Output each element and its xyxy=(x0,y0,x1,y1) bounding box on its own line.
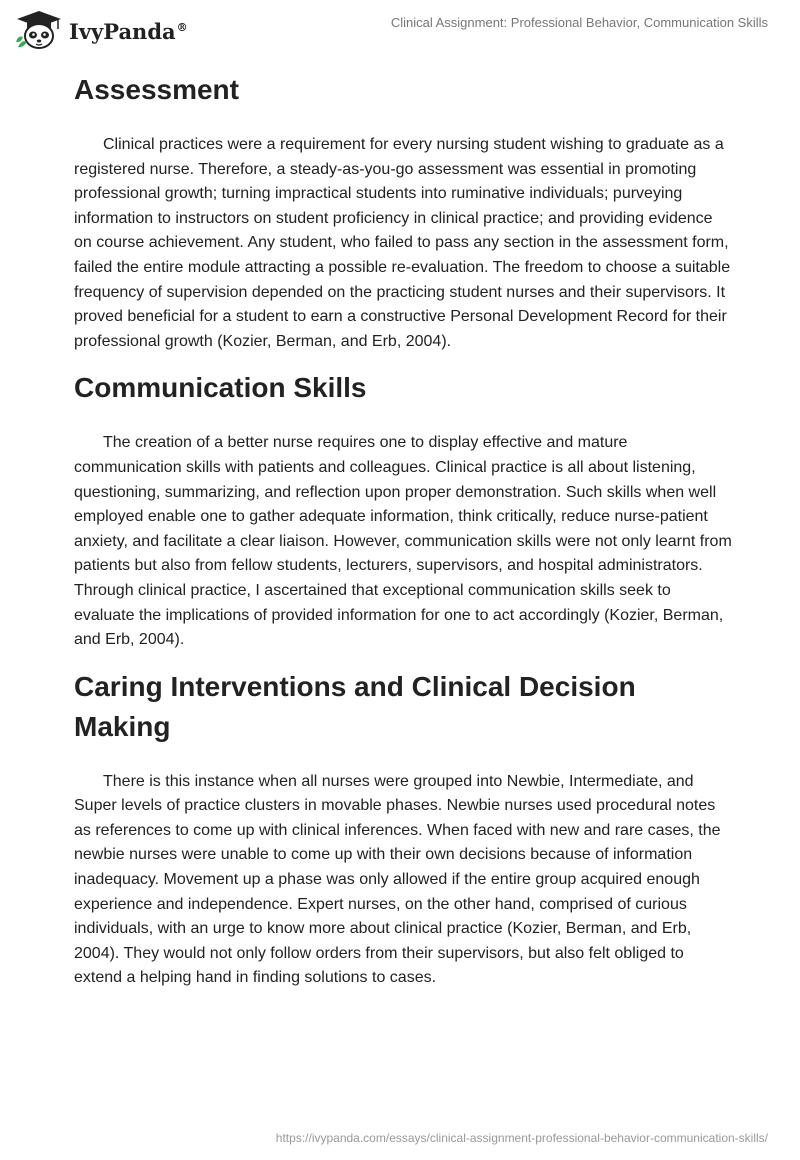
source-url[interactable]: https://ivypanda.com/essays/clinical-assignment-professional-behavior-communication-skills/ xyxy=(275,1131,768,1145)
section-paragraph-assessment: Clinical practices were a requirement for every nursing student wishing to graduate as a registered nurse. Therefore, a steady-as-you-go assessment was essential in promoting professional growth; turning impractical students into ruminative individuals; purveying information to instructors on student proficiency in clinical practice; and providing evidence on course achievement. Any student, who failed to pass any section in the assessment form, failed the entire module attracting a possible re-evaluation. The freedom to choose a suitable frequency of supervision depended on the practicing student nurses and their supervisors. It proved beneficial for a student to earn a constructive Personal Development Record for their professional growth (Kozier, Berman, and Erb, 2004). xyxy=(74,136,731,350)
page-header xyxy=(0,0,800,60)
section-paragraph-communication-skills: The creation of a better nurse requires one to display effective and mature communication skills with patients and colleagues. Clinical practice is all about listening, questioning, summarizing, and reflection upon proper demonstration. Such skills when well employed enable one to gather adequate information, think critically, reduce nurse-patient anxiety, and facilitate a clear liaison. However, communication skills were not only learnt from patients but also from fellow students, lecturers, supervisors, and hospital administrators. Through clinical practice, I ascertained that exceptional communication skills seek to evaluate the implications of provided information for one to act accordingly (Kozier, Berman, and Erb, 2004). xyxy=(74,434,732,649)
essay-content xyxy=(74,70,734,991)
section-heading-caring-interventions: Caring Interventions and Clinical Decision Making xyxy=(74,670,636,742)
brand-logo[interactable] xyxy=(14,9,188,51)
section-heading-assessment: Assessment xyxy=(74,74,239,105)
section-paragraph-caring-interventions: There is this instance when all nurses were grouped into Newbie, Intermediate, and Super levels of practice clusters in movable phases. Newbie nurses used procedural notes as references to come up with clinical inferences. When faced with new and rare cases, the newbie nurses were unable to come up with their own decisions because of information inadequacy. Movement up a phase was only allowed if the entire group acquired enough experience and independence. Expert nurses, on the other hand, comprised of curious individuals, with an urge to know more about clinical practice (Kozier, Berman, and Erb, 2004). They would not only follow orders from their supervisors, but also felt obliged to extend a helping hand in finding solutions to cases. xyxy=(74,772,721,987)
panda-graduate-icon xyxy=(14,9,64,51)
document-title: Clinical Assignment: Professional Behavior, Communication Skills xyxy=(390,15,768,30)
brand-name: IvyPanda® xyxy=(69,18,188,44)
section-heading-communication-skills: Communication Skills xyxy=(74,372,367,404)
